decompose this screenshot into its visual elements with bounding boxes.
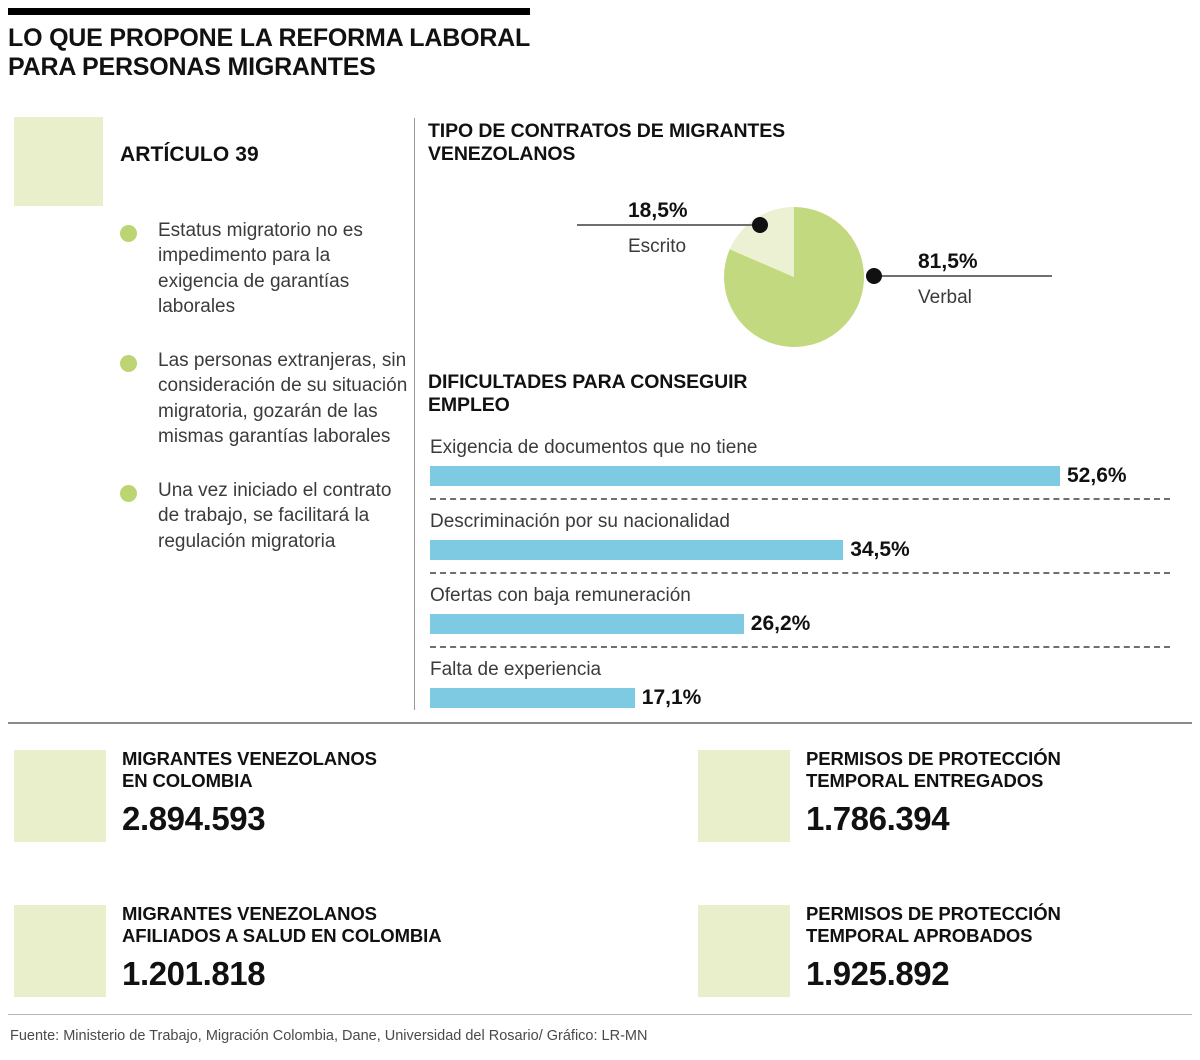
person-icon-background [698,905,790,997]
stat-title-line2: TEMPORAL APROBADOS [806,924,1033,946]
source-note: Fuente: Ministerio de Trabajo, Migración Colombia, Dane, Universidad del Rosario/ Gráfico: LR-MN [10,1028,648,1044]
stat-value: 1.786.394 [806,799,950,837]
pie-chart-svg [724,207,864,347]
stat-title-line2: AFILIADOS A SALUD EN COLOMBIA [122,924,442,946]
stat-title-line2: EN COLOMBIA [122,769,253,791]
bullet-text: Estatus migratorio no es impedimento para la exigencia de garantías laborales [158,220,363,318]
bullet-dot-icon [120,355,137,372]
stat-title-line1: PERMISOS DE PROTECCIÓN [806,903,1061,924]
article-bullet-list [120,218,410,582]
person-icon [14,905,106,997]
pie-value-verbal: 81,5% [918,250,978,273]
bar-category-label: Exigencia de documentos que no tiene [430,437,758,458]
bar-category-label: Ofertas con baja remuneración [430,584,691,606]
bullet-text: Una vez iniciado el contrato de trabajo, se facilitará la regulación migratoria [158,479,392,552]
bar-separator [430,572,1170,574]
bar-value-label: 26,2% [750,611,811,635]
person-icon [698,750,790,842]
bar-row [430,438,1170,486]
bar-row [430,586,1170,634]
stat-title-line1: MIGRANTES VENEZOLANOS [122,748,377,769]
bar-category-label: Falta de experiencia [430,658,602,680]
bullet-dot-icon [120,225,137,242]
bar-fill [430,614,744,634]
bar-track [430,537,1170,561]
bullet-text: Las personas extranjeras, sin consideración de su situación migratoria, gozarán de las mismas garantías laborales [158,349,408,448]
bar-fill [430,466,1060,486]
pie-value-escrito: 18,5% [628,199,688,222]
top-rule [8,8,530,15]
footer-divider [8,1014,1192,1015]
stats-divider [8,722,1192,724]
stat-title-line1: PERMISOS DE PROTECCIÓN [806,748,1061,769]
bar-separator [430,646,1170,648]
stat-value: 2.894.593 [122,799,266,837]
pie-label-escrito: Escrito [628,236,687,257]
pie-leader-dot-verbal [866,268,882,284]
stat-title [122,903,522,947]
pie-chart [724,207,864,347]
stat-title [806,748,1200,792]
stat-title [122,748,522,792]
gavel-icon [14,117,103,206]
bar-track [430,463,1170,487]
bar-track [430,685,1170,709]
bar-value-label: 52,6% [1067,463,1127,487]
stat-value: 1.201.818 [122,954,266,992]
person-icon-background [14,750,106,842]
bar-separator [430,498,1170,500]
stat-body [806,748,1200,838]
pie-leader-dot-escrito [752,217,768,233]
list-item [120,478,410,554]
bar-fill [430,540,843,560]
stat-value: 1.925.892 [806,954,950,992]
page-title [8,24,628,82]
page-title-line2: PARA PERSONAS MIGRANTES [8,53,376,81]
gavel-icon-background [14,117,103,206]
bar-category-label: Descriminación por su nacionalidad [430,510,730,532]
bar-value-label: 17,1% [641,685,702,709]
bar-row [430,660,1170,708]
stat-title-line2: TEMPORAL ENTREGADOS [806,769,1044,791]
bullet-dot-icon [120,485,137,502]
pie-label-verbal: Verbal [918,287,972,308]
pie-leader-line-verbal [872,275,1052,277]
page-title-line1: LO QUE PROPONE LA REFORMA LABORAL [8,24,531,52]
bar-track [430,611,1170,635]
stat-body [122,748,522,838]
bar-chart-title: DIFICULTADES PARA CONSEGUIR EMPLEO [428,371,748,416]
pie-leader-line-escrito [577,224,757,226]
person-icon-background [14,905,106,997]
list-item [120,218,410,320]
bar-fill [430,688,635,708]
pie-chart-title: TIPO DE CONTRATOS DE MIGRANTES VENEZOLANOS [428,120,786,165]
person-icon [698,905,790,997]
article-label: ARTÍCULO 39 [120,143,259,166]
bar-chart [430,438,1170,708]
person-icon-background [698,750,790,842]
column-divider [414,118,415,710]
stat-body [806,903,1200,993]
bar-value-label: 34,5% [850,537,910,561]
person-icon [14,750,106,842]
list-item [120,348,410,450]
stat-body [122,903,522,993]
stat-title [806,903,1200,947]
bar-row [430,512,1170,560]
stat-title-line1: MIGRANTES VENEZOLANOS [122,903,377,924]
